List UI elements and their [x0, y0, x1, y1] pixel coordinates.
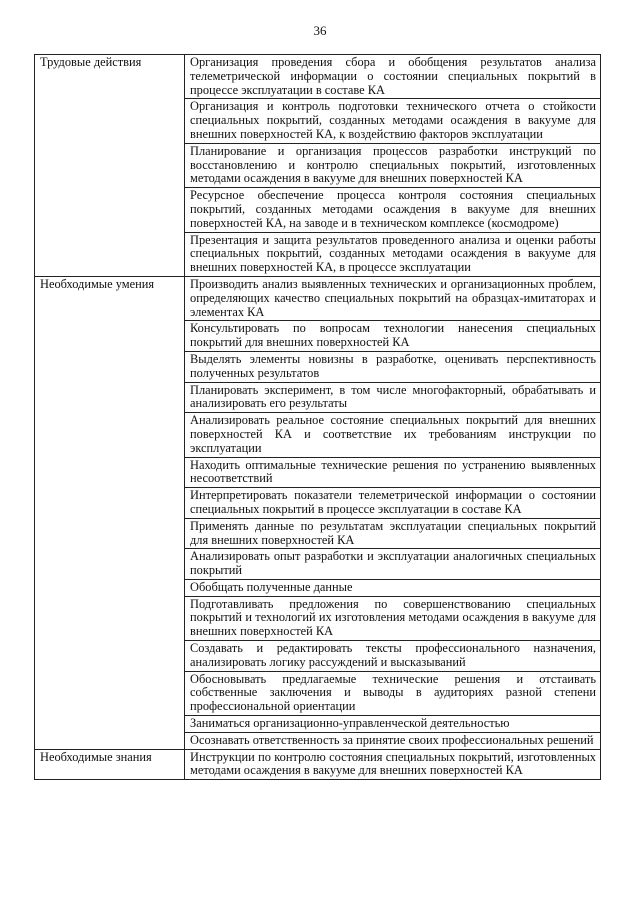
- section-item: Применять данные по результатам эксплуатации специальных покрытий для внешних поверхностей КА: [185, 518, 601, 549]
- section-item: Организация проведения сбора и обобщения результатов анализа телеметрической информации о состоянии специальных покрытий в процессе эксплуатации в составе КА: [185, 55, 601, 99]
- section-item: Подготавливать предложения по совершенствованию специальных покрытий и технологий их изготовления методами осаждения в вакууме для внешних поверхностей КА: [185, 596, 601, 640]
- section-item: Анализировать опыт разработки и эксплуатации аналогичных специальных покрытий: [185, 549, 601, 580]
- section-item: Организация и контроль подготовки технического отчета о стойкости специальных покрытий, созданных методами осаждения в вакууме для внешних поверхностей КА, к воздействию факторов эксплуатации: [185, 99, 601, 143]
- section-item: Ресурсное обеспечение процесса контроля состояния специальных покрытий, созданных методами осаждения в вакууме для внешних поверхностей КА, на заводе и в техническом комплексе (космодроме): [185, 188, 601, 232]
- page-number: 36: [313, 23, 327, 38]
- section-item: Обобщать полученные данные: [185, 579, 601, 596]
- section-item: Интерпретировать показатели телеметрической информации о состоянии специальных покрытий в процессе эксплуатации в составе КА: [185, 488, 601, 519]
- section-item: Заниматься организационно-управленческой деятельностью: [185, 716, 601, 733]
- requirements-table: [34, 54, 601, 780]
- section-item: Инструкции по контролю состояния специальных покрытий, изготовленных методами осаждения в вакууме для внешних поверхностей КА: [185, 749, 601, 780]
- section-item: Планировать эксперимент, в том числе многофакторный, обрабатывать и анализировать его результаты: [185, 382, 601, 413]
- section-item: Планирование и организация процессов разработки инструкций по восстановлению и контролю специальных покрытий, изготовленных методами осаждения в вакууме для внешних поверхностей КА: [185, 143, 601, 187]
- section-label: Трудовые действия: [35, 55, 185, 277]
- section-label: Необходимые умения: [35, 276, 185, 749]
- section-item: Презентация и защита результатов проведенного анализа и оценки работы специальных покрытий, созданных методами осаждения в вакууме для внешних поверхностей КА, в процессе эксплуатации: [185, 232, 601, 276]
- section-label: Необходимые знания: [35, 749, 185, 780]
- section-item: Консультировать по вопросам технологии нанесения специальных покрытий для внешних поверхностей КА: [185, 321, 601, 352]
- section-item: Выделять элементы новизны в разработке, оценивать перспективность полученных результатов: [185, 351, 601, 382]
- section-item: Осознавать ответственность за принятие своих профессиональных решений: [185, 732, 601, 749]
- table-row: [35, 749, 601, 780]
- table-row: [35, 55, 601, 99]
- table-row: [35, 276, 601, 320]
- section-item: Находить оптимальные технические решения по устранению выявленных несоответствий: [185, 457, 601, 488]
- section-item: Анализировать реальное состояние специальных покрытий для внешних поверхностей КА и соответствие их требованиям инструкции по эксплуатации: [185, 413, 601, 457]
- section-item: Обосновывать предлагаемые технические решения и отстаивать собственные заключения и выводы в аудиториях разной степени профессиональной ориентации: [185, 671, 601, 715]
- section-item: Производить анализ выявленных технических и организационных проблем, определяющих качество специальных покрытий на образцах-имитаторах и элементах КА: [185, 276, 601, 320]
- section-item: Создавать и редактировать тексты профессионального назначения, анализировать логику рассуждений и высказываний: [185, 641, 601, 672]
